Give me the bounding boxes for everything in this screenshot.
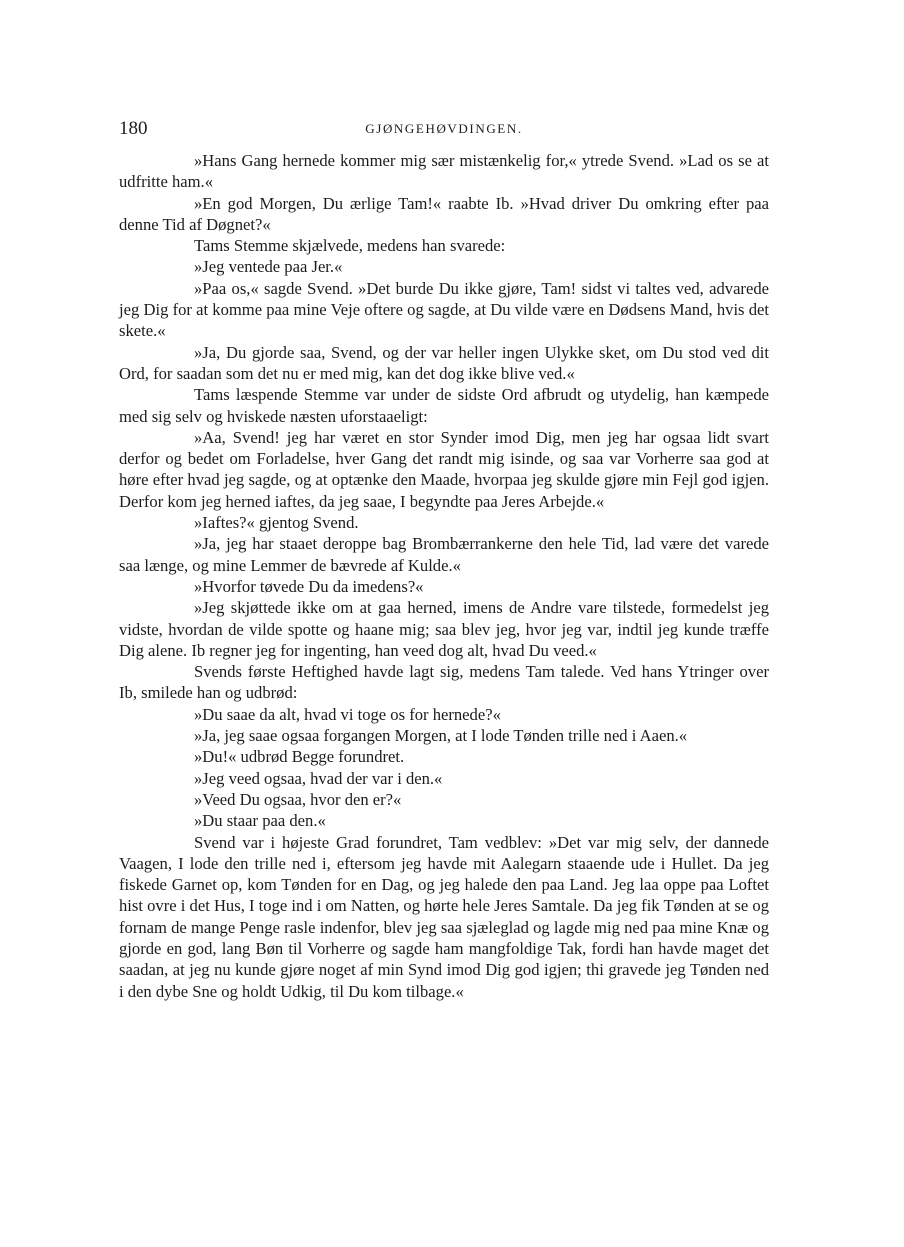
paragraph: »Ja, Du gjorde saa, Svend, og der var heller ingen Ulykke sket, om Du stod ved dit Ord, for saadan som det nu er med mig, kan det dog ikke blive ved.« (119, 342, 769, 383)
paragraph: Tams læspende Stemme var under de sidste Ord afbrudt og utydelig, han kæmpede med sig selv og hviskede næsten uforstaaeligt: (119, 385, 769, 426)
page-header (119, 118, 769, 142)
paragraph: »Aa, Svend! jeg har været en stor Synder imod Dig, men jeg har ogsaa lidt svart derfor og bedet om Forladelse, hver Gang det randt mig isinde, og saa var Vorherre saa god at høre efter hvad jeg sagde, og at optænke den Maade, hvorpaa jeg skulde gjøre min Fejl god igjen. Derfor kom jeg herned iaftes, da jeg saae, I begyndte paa Jeres Arbejde.« (119, 427, 769, 511)
paragraph: Svends første Heftighed havde lagt sig, medens Tam talede. Ved hans Ytringer over Ib, smilede han og udbrød: (119, 662, 769, 703)
paragraph: »Hans Gang hernede kommer mig sær mistænkelig for,« ytrede Svend. »Lad os se at udfritte ham.« (119, 151, 769, 192)
paragraph: Tams Stemme skjælvede, medens han svarede: (194, 236, 506, 256)
paragraph: »Ja, jeg har staaet deroppe bag Brombærrankerne den hele Tid, lad være det varede saa længe, og mine Lemmer de bævrede af Kulde.« (119, 534, 769, 575)
paragraph: »Hvorfor tøvede Du da imedens?« (194, 576, 424, 596)
paragraph: »Iaftes?« gjentog Svend. (194, 513, 359, 533)
paragraph: »Jeg veed ogsaa, hvad der var i den.« (194, 768, 443, 788)
running-title: GJØNGEHØVDINGEN. (365, 121, 523, 136)
paragraph: »En god Morgen, Du ærlige Tam!« raabte Ib. »Hvad driver Du omkring efter paa denne Tid af Døgnet?« (119, 193, 769, 234)
paragraph: Svend var i højeste Grad forundret, Tam vedblev: »Det var mig selv, der dannede Vaagen, I lode den trille ned i, eftersom jeg havde mit Aalegarn staaende ude i Hullet. Da jeg fiskede Garnet op, kom Tønden for en Dag, og jeg halede den paa Land. Jeg laa oppe paa Loftet hist ovre i det Hus, I toge ind i om Natten, og hørte hele Jeres Samtale. Da jeg fik Tønden at se og fornam de mange Penge rasle indenfor, blev jeg saa sjæleglad og lagde mig ned paa mine Knæ og gjorde en god, lang Bøn til Vorherre og sagde ham mangfoldige Tak, fordi han havde maget det saadan, at jeg nu kunde gjøre noget af min Synd imod Dig god igjen; thi gravede jeg Tønden ned i den dybe Sne og holdt Udkig, til Du kom tilbage.« (119, 832, 769, 1001)
paragraph: »Ja, jeg saae ogsaa forgangen Morgen, at I lode Tønden trille ned i Aaen.« (194, 726, 688, 746)
page-number: 180 (119, 118, 148, 139)
paragraph: »Du!« udbrød Begge forundret. (194, 747, 405, 767)
paragraph: »Paa os,« sagde Svend. »Det burde Du ikke gjøre, Tam! sidst vi taltes ved, advarede jeg Dig for at komme paa mine Veje oftere og sagde, at Du vilde være en Dødsens Mand, hvis det skete.« (119, 278, 769, 341)
body-text (119, 150, 769, 1002)
paragraph: »Du staar paa den.« (194, 811, 326, 831)
paragraph: »Du saae da alt, hvad vi toge os for hernede?« (194, 704, 501, 724)
paragraph: »Veed Du ogsaa, hvor den er?« (194, 789, 402, 809)
paragraph: »Jeg ventede paa Jer.« (194, 257, 343, 277)
paragraph: »Jeg skjøttede ikke om at gaa herned, imens de Andre vare tilstede, formedelst jeg vidste, hvordan de vilde spotte og haane mig; saa blev jeg, hvor jeg var, indtil jeg kunde træffe Dig alene. Ib regner jeg for ingenting, han veed dog alt, hvad Du veed.« (119, 598, 769, 660)
